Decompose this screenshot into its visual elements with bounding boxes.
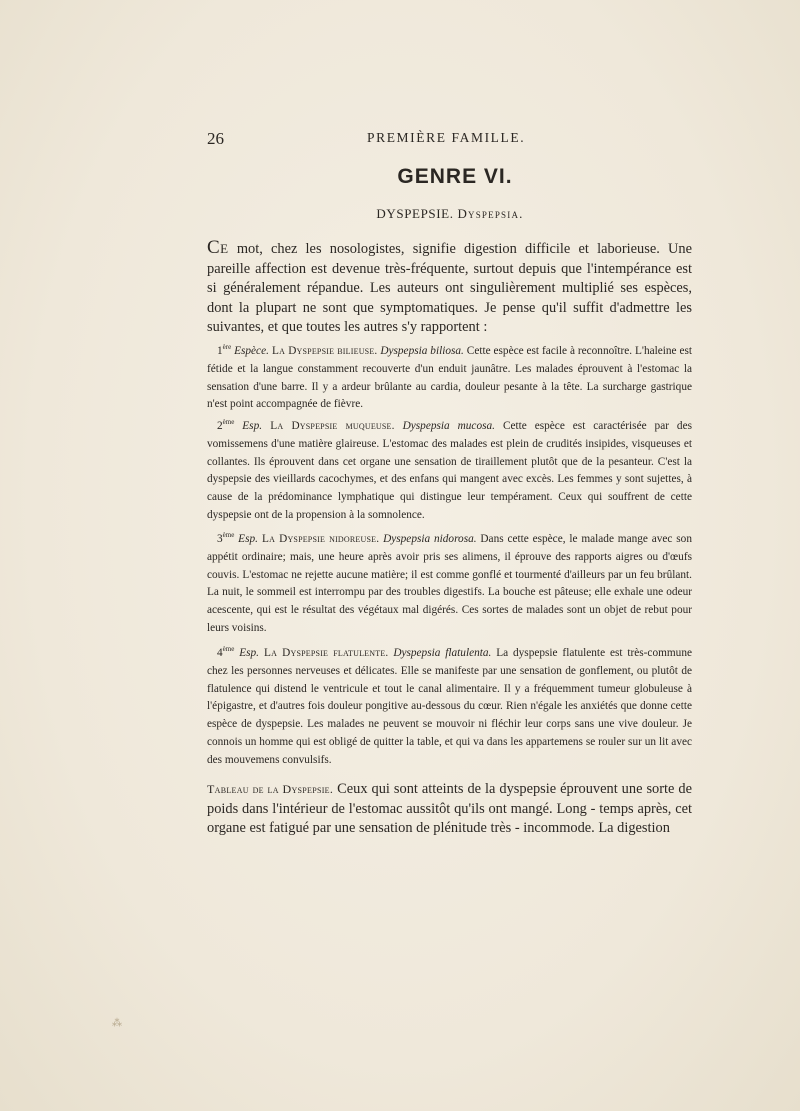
species-paragraph-2	[207, 418, 692, 525]
species-label: La Dyspepsie muqueuse.	[262, 420, 395, 432]
species-abbr: Esp.	[234, 533, 258, 545]
species-paragraph-3	[207, 531, 692, 638]
species-paragraph-4	[207, 645, 692, 770]
species-latin: Dyspepsia nidorosa.	[379, 533, 477, 545]
tableau-text: Ceux qui sont atteints de la dyspepsie éprouvent une sorte de poids dans l'intérieur de l'estomac aussitôt qu'ils ont mangé. Long - temps après, cet organe est fatigué par une sensation de plénitude très - incommode. La digestion	[207, 781, 692, 837]
species-label: La Dyspepsie nidoreuse.	[257, 533, 380, 545]
species-latin: Dyspepsia flatulenta.	[388, 647, 492, 659]
species-number	[217, 343, 231, 361]
species-number-digit: 3	[217, 533, 223, 545]
species-abbr: Espèce.	[231, 345, 269, 357]
species-number-digit: 4	[217, 647, 223, 659]
running-head	[207, 129, 692, 151]
intro-text: mot, chez les nosologistes, signifie digestion difficile et laborieuse. Une pareille affection est devenue très-fréquente, surtout depuis que l'intempérance est si généralement répandue. Les auteurs ont singulièrement multiplié ses espèces, dont la plupart ne sont que symptomatiques. Je pense qu'il suffit d'admettre les suivantes, et que toutes les autres s'y rapportent :	[207, 241, 692, 335]
ink-smudge: ⁂	[112, 1018, 122, 1029]
species-number-digit: 2	[217, 420, 223, 432]
species-number-suffix: ème	[222, 531, 235, 540]
species-latin: Dyspepsia biliosa.	[377, 345, 464, 357]
running-title: PREMIÈRE FAMILLE.	[367, 130, 526, 145]
species-text: La dyspepsie flatulente est très-commune chez les personnes nerveuses et délicates. Elle se manifeste par une sensation de gonflement, ou plutôt de flatulence qui distend le ventricule et tout le canal alimentaire. Il y a fréquemment tumeur globuleuse à l'épigastre, et d'autres fois douleur pongitive au-dessous du cœur. Rien n'égale les anxiétés que donne cette espèce de dyspepsie. Les malades ne peuvent se mouvoir ni fléchir leur corps sans une vive douleur. Je connois un homme qui est obligé de quitter la table, et qui va dans les appartemens se rouler sur un lit avec des mouvemens convulsifs.	[207, 647, 692, 766]
species-number-suffix: ère	[222, 343, 232, 352]
species-paragraph-1	[207, 343, 692, 414]
species-number-suffix: ème	[222, 645, 235, 654]
species-abbr: Esp.	[234, 647, 259, 659]
page-number: 26	[207, 129, 224, 148]
tableau-label: Tableau de la Dyspepsie.	[207, 782, 334, 796]
species-number	[217, 531, 234, 549]
species-label: La Dyspepsie bilieuse.	[268, 345, 378, 357]
intro-paragraph	[207, 238, 692, 338]
tableau-paragraph	[207, 780, 692, 839]
species-label: La Dyspepsie flatulente.	[258, 647, 389, 659]
subtitle-latin: Dyspepsia.	[457, 206, 524, 221]
species-text: Dans cette espèce, le malade mange avec son appétit ordinaire; mais, une heure après avoir pris ses alimens, il éprouve des rapports aigres ou d'œufs couvis. L'estomac ne rejette aucune matière; il est comme gonflé et tourmenté d'ailleurs par un feu brûlant. La nuit, le sommeil est interrompu par des troubles digestifs. La bouche est pâteuse; elle exhale une odeur acescente, qui est le résultat des végétaux mal digérés. Ces sortes de malades sont un objet de rebut pour leurs voisins.	[207, 533, 692, 634]
species-number-digit: 1	[217, 345, 223, 357]
species-text: Cette espèce est caractérisée par des vomissemens d'une matière glaireuse. L'estomac des malades est plein de crudités insipides, visqueuses et collantes. Ils éprouvent dans cet organe une sensation de tiraillement plutôt que de la pesanteur. C'est la dyspepsie des vieillards cacochymes, et des enfans qui mangent avec excès. Les femmes y sont sujettes, à cause de la prédominance lymphatique qui distingue leur tempérament. Ceux qui souffrent de cette dyspepsie ont de la propension à la somnolence.	[207, 420, 692, 521]
subtitle-french: DYSPEPSIE.	[376, 206, 454, 221]
species-number	[217, 418, 234, 436]
species-text: Cette espèce est facile à reconnoître. L'haleine est fétide et la langue constamment recouverte d'un enduit jaunâtre. Les malades éprouvent à l'estomac la sensation d'une barre. Il y a ardeur brûlante au cardia, douleur pesante à la tête. La surcharge gastrique n'est point accompagnée de fièvre.	[207, 345, 693, 411]
genre-title: GENRE VI.	[397, 165, 513, 188]
species-number	[217, 645, 234, 663]
intro-dropcap: Ce	[207, 237, 229, 258]
species-number-suffix: ème	[222, 418, 235, 427]
species-abbr: Esp.	[234, 420, 263, 432]
section-subtitle	[0, 206, 800, 222]
species-latin: Dyspepsia mucosa.	[394, 420, 495, 432]
